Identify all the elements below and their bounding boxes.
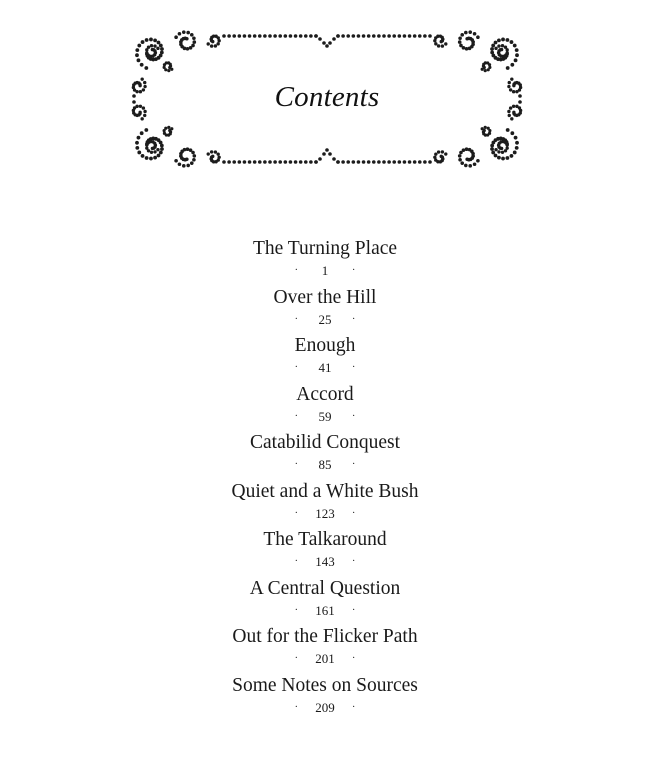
frame-dot <box>514 136 518 140</box>
frame-dot <box>294 160 298 164</box>
frame-dot <box>460 33 464 37</box>
frame-dot <box>325 44 329 48</box>
frame-dot <box>458 158 462 162</box>
toc-entry-title[interactable]: Quiet and a White Bush <box>231 480 419 502</box>
frame-dot <box>341 160 345 164</box>
frame-dot <box>428 160 432 164</box>
frame-dot <box>465 147 469 151</box>
frame-dot <box>458 40 462 44</box>
frame-dot <box>497 38 501 42</box>
frame-dot <box>501 44 504 47</box>
separator-dot: · <box>352 653 356 664</box>
frame-dot <box>167 69 170 72</box>
frame-dot <box>193 40 197 44</box>
frame-dot <box>505 156 509 160</box>
frame-dot <box>174 35 178 39</box>
separator-dot: · <box>352 701 356 713</box>
frame-dot <box>273 160 277 164</box>
frame-dot <box>140 63 144 67</box>
frame-dot <box>153 150 156 153</box>
frame-dot <box>392 34 396 38</box>
frame-dot <box>510 63 514 67</box>
frame-dot <box>185 157 189 161</box>
frame-dot <box>458 154 462 158</box>
frame-dot <box>163 129 166 132</box>
frame-dot <box>501 38 505 42</box>
frame-dot <box>465 37 469 41</box>
frame-dot <box>150 151 153 154</box>
frame-dot <box>157 41 161 45</box>
separator-dot: · <box>294 653 298 664</box>
frame-dot <box>500 48 503 51</box>
frame-dot <box>186 147 190 151</box>
frame-dot <box>258 34 262 38</box>
frame-dot <box>144 128 148 132</box>
frame-dot <box>189 46 193 50</box>
frame-dot <box>497 44 500 47</box>
separator-dot: · <box>294 507 298 519</box>
frame-dot <box>476 159 480 163</box>
frame-dot <box>214 44 217 47</box>
frame-dot <box>505 38 509 42</box>
toc-entry-title[interactable]: Catabilid Conquest <box>249 432 401 453</box>
frame-dot <box>258 160 262 164</box>
toc-entry-page-number: 201 <box>315 651 335 666</box>
frame-dot <box>153 38 157 42</box>
frame-dot <box>387 34 391 38</box>
frame-dot <box>362 34 366 38</box>
frame-dot <box>357 160 361 164</box>
frame-dot <box>253 34 257 38</box>
frame-dot <box>210 44 213 47</box>
frame-dot <box>145 156 149 160</box>
toc-entry-page-row <box>0 312 650 328</box>
toc-entry-page-row <box>0 409 650 425</box>
toc-entry-title[interactable]: Some Notes on Sources <box>232 674 418 696</box>
frame-dot <box>336 34 340 38</box>
frame-dot <box>211 40 214 43</box>
frame-dot <box>473 162 477 166</box>
separator-dot: · <box>352 459 356 470</box>
frame-dot <box>444 152 447 155</box>
toc-entry-title[interactable]: The Turning Place <box>252 238 398 259</box>
toc-entry-title[interactable]: Enough <box>294 335 356 356</box>
frame-dot <box>178 32 182 36</box>
frame-dot <box>497 150 500 153</box>
frame-dot <box>159 44 163 48</box>
frame-dot <box>189 148 193 152</box>
frame-dot <box>268 160 272 164</box>
frame-dot <box>346 160 350 164</box>
frame-dot <box>159 151 163 155</box>
frame-dot <box>501 157 505 161</box>
frame-dot <box>341 34 345 38</box>
frame-dot <box>248 160 252 164</box>
frame-dot <box>483 66 486 69</box>
frame-dot <box>418 160 422 164</box>
frame-dot <box>515 141 519 145</box>
frame-dot <box>153 44 156 47</box>
frame-dot <box>441 44 444 47</box>
toc-entry-page-row <box>0 700 650 716</box>
frame-dot <box>437 150 440 153</box>
toc-entry-page-number: 41 <box>318 360 332 375</box>
frame-dot <box>186 164 190 168</box>
frame-dot <box>437 44 440 47</box>
frame-dot <box>473 32 477 36</box>
toc-entry-page-number: 85 <box>318 457 332 472</box>
frame-dot <box>500 147 503 150</box>
frame-dot <box>160 147 164 151</box>
frame-dot <box>484 126 487 129</box>
frame-dot <box>440 155 443 158</box>
frame-dot <box>137 136 141 140</box>
frame-dot <box>325 148 329 152</box>
frame-dot <box>328 152 332 156</box>
frame-dot <box>367 160 371 164</box>
toc-entry-title[interactable]: Accord <box>296 383 354 405</box>
separator-dot: · <box>352 362 356 373</box>
frame-dot <box>243 160 247 164</box>
frame-dot <box>510 154 514 158</box>
frame-dot <box>216 42 219 45</box>
toc-entry-page-row <box>0 360 650 376</box>
frame-dot <box>186 47 190 51</box>
toc-entry-page-row <box>0 457 650 473</box>
frame-dot <box>145 38 149 42</box>
frame-dot <box>273 34 277 38</box>
frame-dot <box>476 35 480 39</box>
frame-dot <box>304 34 308 38</box>
frame-dot <box>135 141 139 145</box>
frame-dot <box>289 34 293 38</box>
frame-dot <box>150 44 153 47</box>
frame-dot <box>488 66 491 69</box>
frame-dot <box>227 34 231 38</box>
frame-dot <box>506 128 510 132</box>
frame-dot <box>372 160 376 164</box>
frame-dot <box>190 33 194 37</box>
separator-dot: · <box>294 410 298 422</box>
frame-dot <box>468 164 472 168</box>
frame-dot <box>243 34 247 38</box>
frame-dot <box>222 160 226 164</box>
frame-dot <box>413 34 417 38</box>
toc-entry-page-number: 209 <box>315 699 335 715</box>
frame-dot <box>207 42 210 45</box>
toc-entry[interactable] <box>0 284 650 333</box>
frame-dot <box>434 152 437 155</box>
frame-dot <box>491 151 495 155</box>
toc-entry[interactable] <box>0 235 650 284</box>
frame-dot <box>186 31 190 35</box>
frame-dot <box>211 155 214 158</box>
frame-dot <box>156 47 159 50</box>
separator-dot: · <box>294 556 298 567</box>
frame-dot <box>497 156 501 160</box>
frame-dot <box>232 34 236 38</box>
frame-dot <box>505 48 508 51</box>
frame-dot <box>299 34 303 38</box>
frame-dot <box>322 152 326 156</box>
separator-dot: · <box>294 604 298 616</box>
toc-entry-title[interactable]: Out for the Flicker Path <box>232 626 418 647</box>
frame-dot <box>153 156 157 160</box>
frame-dot <box>484 69 487 72</box>
frame-dot <box>160 47 164 51</box>
toc-entry-page-number: 1 <box>321 263 329 278</box>
frame-dot <box>268 34 272 38</box>
frame-dot <box>367 34 371 38</box>
toc-entry-page-row <box>0 263 650 279</box>
frame-dot <box>377 160 381 164</box>
frame-dot <box>304 160 308 164</box>
toc-entry-page-number: 143 <box>315 554 335 569</box>
frame-dot <box>253 160 257 164</box>
frame-dot <box>462 46 466 50</box>
toc-entry-page-row <box>0 651 650 667</box>
frame-dot <box>398 160 402 164</box>
frame-dot <box>490 147 494 151</box>
toc-entry[interactable] <box>0 672 650 721</box>
toc-entry-page-row <box>0 554 650 570</box>
frame-dot <box>248 34 252 38</box>
frame-dot <box>423 160 427 164</box>
frame-dot <box>377 34 381 38</box>
frame-dot <box>145 146 148 149</box>
toc-entry[interactable] <box>0 429 650 478</box>
frame-dot <box>192 36 196 40</box>
separator-dot: · <box>352 313 356 325</box>
frame-dot <box>318 37 322 41</box>
frame-dot <box>513 151 517 155</box>
frame-dot <box>434 42 437 45</box>
frame-dot <box>464 31 468 35</box>
frame-dot <box>278 34 282 38</box>
frame-dot <box>328 41 332 45</box>
frame-dot <box>216 152 219 155</box>
frame-dot <box>382 34 386 38</box>
frame-dot <box>494 154 498 158</box>
frame-dot <box>494 148 497 151</box>
frame-dot <box>157 154 161 158</box>
frame-dot <box>513 44 517 48</box>
frame-dot <box>515 146 519 150</box>
frame-dot <box>192 158 196 162</box>
frame-dot <box>382 160 386 164</box>
frame-dot <box>428 34 432 38</box>
frame-dot <box>145 48 148 51</box>
frame-dot <box>413 160 417 164</box>
separator-dot: · <box>294 459 298 470</box>
frame-dot <box>135 53 139 57</box>
frame-dot <box>214 150 217 153</box>
contents-heading: Contents <box>274 81 380 113</box>
toc-entry-page-number: 123 <box>315 505 335 521</box>
toc-entry[interactable] <box>0 332 650 381</box>
frame-dot <box>483 129 486 132</box>
frame-dot <box>314 34 318 38</box>
frame-dot <box>284 34 288 38</box>
frame-dot <box>137 58 141 62</box>
frame-dot <box>141 40 145 44</box>
frame-dot <box>505 146 508 149</box>
frame-dot <box>227 160 231 164</box>
frame-dot <box>465 157 469 161</box>
frame-dot <box>182 164 186 168</box>
frame-dot <box>151 147 154 150</box>
frame-dot <box>372 34 376 38</box>
frame-dot <box>465 47 469 51</box>
frame-dot <box>190 161 194 165</box>
table-of-contents <box>0 235 650 720</box>
frame-dot <box>441 150 444 153</box>
frame-dot <box>263 160 267 164</box>
frame-dot <box>332 157 336 161</box>
frame-dot <box>222 34 226 38</box>
frame-dot <box>141 154 145 158</box>
frame-dot <box>491 44 495 48</box>
frame-dot <box>238 34 242 38</box>
frame-dot <box>494 47 497 50</box>
separator-dot: · <box>352 556 356 567</box>
frame-dot <box>510 117 513 120</box>
frame-dot <box>506 66 510 70</box>
frame-dot <box>163 66 166 69</box>
frame-dot <box>510 40 514 44</box>
frame-dot <box>362 160 366 164</box>
frame-dot <box>149 38 153 42</box>
toc-entry[interactable] <box>0 381 650 430</box>
frame-dot <box>510 131 514 135</box>
toc-entry-page-number: 59 <box>318 408 332 424</box>
frame-dot <box>140 117 143 120</box>
frame-dot <box>284 160 288 164</box>
frame-dot <box>423 34 427 38</box>
frame-dot <box>332 37 336 41</box>
frame-dot <box>346 34 350 38</box>
toc-entry-title[interactable]: A Central Question <box>249 577 401 599</box>
frame-dot <box>137 151 141 155</box>
frame-dot <box>149 157 153 161</box>
frame-dot <box>458 36 462 40</box>
frame-dot <box>278 160 282 164</box>
frame-dot <box>137 44 141 48</box>
frame-dot <box>322 41 326 45</box>
frame-dot <box>494 41 498 45</box>
frame-dot <box>193 154 197 158</box>
frame-dot <box>135 146 139 150</box>
frame-dot <box>174 159 178 163</box>
frame-dot <box>352 160 356 164</box>
toc-entry[interactable] <box>0 526 650 575</box>
toc-entry-page-row <box>0 506 650 522</box>
frame-dot <box>140 131 144 135</box>
frame-dot <box>182 30 186 34</box>
frame-dot <box>490 47 494 51</box>
frame-dot <box>488 129 491 132</box>
frame-dot <box>238 160 242 164</box>
separator-dot: · <box>352 265 356 276</box>
frame-dot <box>440 40 443 43</box>
toc-entry[interactable] <box>0 575 650 624</box>
frame-dot <box>156 148 159 151</box>
frame-dot <box>352 34 356 38</box>
frame-dot <box>135 48 139 52</box>
frame-dot <box>392 160 396 164</box>
frame-dot <box>514 58 518 62</box>
frame-dot <box>418 34 422 38</box>
toc-entry-page-row <box>0 603 650 619</box>
frame-dot <box>185 37 189 41</box>
toc-entry[interactable] <box>0 478 650 527</box>
frame-dot <box>460 161 464 165</box>
frame-dot <box>178 162 182 166</box>
frame-dot <box>309 34 313 38</box>
frame-dot <box>299 160 303 164</box>
frame-dot <box>444 42 447 45</box>
frame-dot <box>232 160 236 164</box>
frame-dot <box>501 151 504 154</box>
frame-dot <box>387 160 391 164</box>
separator-dot: · <box>294 265 298 276</box>
frame-dot <box>151 48 154 51</box>
frame-dot <box>515 48 519 52</box>
frame-dot <box>167 126 170 129</box>
frame-dot <box>144 66 148 70</box>
frame-dot <box>408 34 412 38</box>
toc-entry-page-number: 25 <box>318 311 332 327</box>
separator-dot: · <box>352 507 356 519</box>
frame-dot <box>168 66 171 69</box>
frame-dot <box>210 150 213 153</box>
separator-dot: · <box>294 701 298 713</box>
toc-entry-title[interactable]: The Talkaround <box>263 529 387 550</box>
frame-dot <box>464 164 468 168</box>
separator-dot: · <box>352 604 356 616</box>
frame-dot <box>289 160 293 164</box>
frame-dot <box>357 34 361 38</box>
frame-dot <box>403 34 407 38</box>
frame-dot <box>515 53 519 57</box>
frame-dot <box>468 30 472 34</box>
frame-dot <box>318 157 322 161</box>
toc-entry-title[interactable]: Over the Hill <box>273 286 377 308</box>
toc-entry[interactable] <box>0 623 650 672</box>
frame-dot <box>207 152 210 155</box>
separator-dot: · <box>294 362 298 373</box>
frame-dot <box>336 160 340 164</box>
frame-dot <box>408 160 412 164</box>
frame-dot <box>403 160 407 164</box>
separator-dot: · <box>352 410 356 422</box>
frame-dot <box>314 160 318 164</box>
frame-dot <box>263 34 267 38</box>
frame-dot <box>462 148 466 152</box>
toc-entry-page-number: 161 <box>315 602 335 618</box>
frame-dot <box>398 34 402 38</box>
frame-dot <box>309 160 313 164</box>
frame-dot <box>294 34 298 38</box>
frame-dot <box>168 129 171 132</box>
separator-dot: · <box>294 313 298 325</box>
